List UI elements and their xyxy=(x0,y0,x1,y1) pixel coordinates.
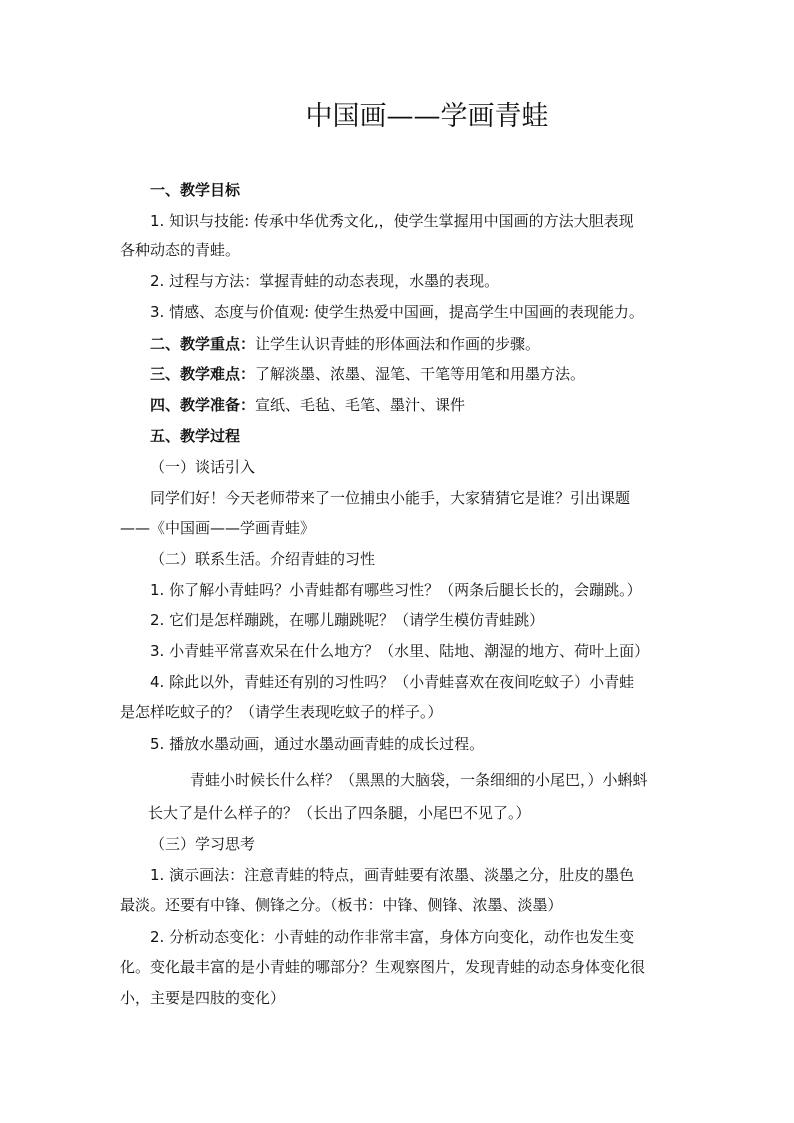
paragraph-line: 最淡。还要有中锋、侧锋之分。（板书：中锋、侧锋、浓墨、淡墨） xyxy=(120,896,563,914)
section-preparation xyxy=(150,395,465,415)
subsection-heading: （三）学习思考 xyxy=(150,835,256,853)
paragraph-line: 1. 知识与技能: 传承中华优秀文化,，使学生掌握用中国画的方法大胆表现 xyxy=(150,212,634,230)
section-key-points xyxy=(150,334,540,354)
section-text: 了解淡墨、浓墨、湿笔、干笔等用笔和用墨方法。 xyxy=(255,365,586,383)
paragraph-line: 同学们好！今天老师带来了一位捕虫小能手，大家猜猜它是谁？引出课题 xyxy=(150,489,631,507)
section-heading-process: 五、教学过程 xyxy=(150,427,241,445)
paragraph-line: 小，主要是四肢的变化） xyxy=(120,989,286,1007)
section-heading-goals: 一、教学目标 xyxy=(150,181,241,199)
paragraph-line: 1. 演示画法：注意青蛙的特点，画青蛙要有浓墨、淡墨之分，肚皮的墨色 xyxy=(150,866,635,884)
paragraph-line: 是怎样吃蚊子的？（请学生表现吃蚊子的样子。） xyxy=(120,703,443,721)
paragraph-line: 2. 过程与方法：掌握青蛙的动态表现，水墨的表现。 xyxy=(150,272,500,290)
paragraph-line: 化。变化最丰富的是小青蛙的哪部分？生观察图片，发现青蛙的动态身体变化很 xyxy=(120,958,646,976)
paragraph-line: 4. 除此以外，青蛙还有别的习性吗？（小青蛙喜欢在夜间吃蚊子）小青蛙 xyxy=(150,673,635,691)
subsection-heading: （一）谈话引入 xyxy=(150,458,256,476)
paragraph-line: 3. 情感、态度与价值观: 使学生热爱中国画，提高学生中国画的表现能力。 xyxy=(150,303,644,321)
paragraph-line: ——《中国画——学画青蛙》 xyxy=(120,519,316,537)
paragraph-line: 1. 你了解小青蛙吗？小青蛙都有哪些习性？（两条后腿长长的，会蹦跳。） xyxy=(150,581,642,599)
paragraph-line: 青蛙小时候长什么样？（黑黑的大脑袋，一条细细的小尾巴，）小蝌蚪 xyxy=(190,771,648,789)
paragraph-line: 5. 播放水墨动画，通过水墨动画青蛙的成长过程。 xyxy=(150,735,485,753)
paragraph-line: 3. 小青蛙平常喜欢呆在什么地方？（水里、陆地、潮湿的地方、荷叶上面） xyxy=(150,642,650,660)
section-difficulties xyxy=(150,364,585,384)
paragraph-line: 2. 它们是怎样蹦跳，在哪儿蹦跳呢？（请学生模仿青蛙跳） xyxy=(150,611,545,629)
paragraph-line: 长大了是什么样子的？（长出了四条腿，小尾巴不见了。） xyxy=(148,804,531,822)
section-text: 宣纸、毛毡、毛笔、墨汁、课件 xyxy=(255,396,466,414)
paragraph-line: 各种动态的青蛙。 xyxy=(120,241,241,259)
section-label: 二、教学重点： xyxy=(150,335,256,353)
section-text: 让学生认识青蛙的形体画法和作画的步骤。 xyxy=(255,335,541,353)
section-label: 四、教学准备： xyxy=(150,396,256,414)
paragraph-line: 2. 分析动态变化：小青蛙的动作非常丰富，身体方向变化，动作也发生变 xyxy=(150,928,635,946)
section-label: 三、教学难点： xyxy=(150,365,256,383)
page-title: 中国画——学画青蛙 xyxy=(305,101,549,132)
subsection-heading: （二）联系生活。介绍青蛙的习性 xyxy=(150,550,376,568)
